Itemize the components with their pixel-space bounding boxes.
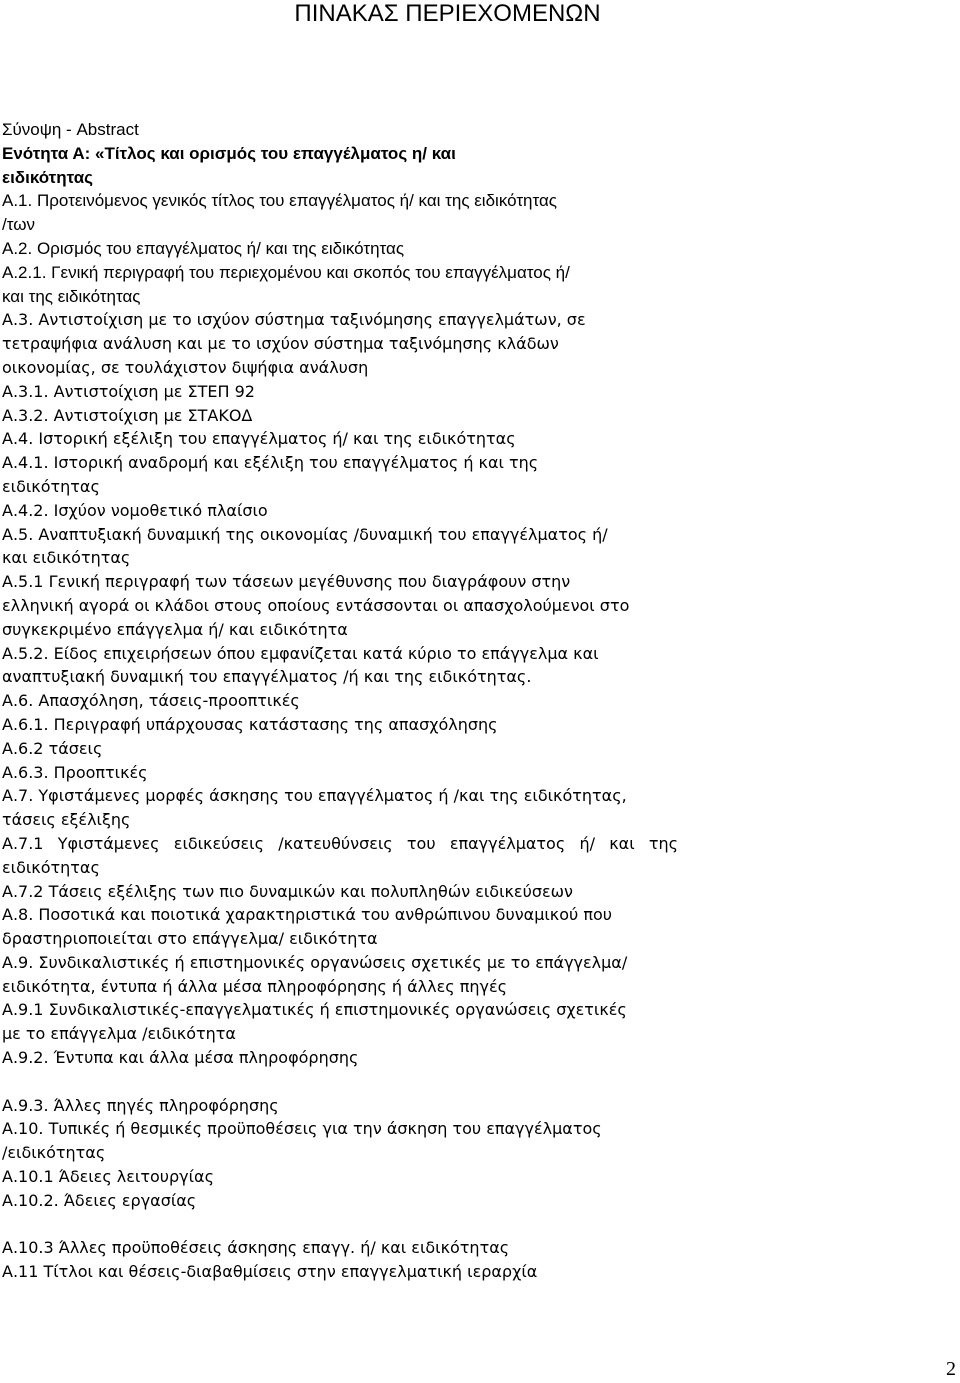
page-title: ΠΙΝΑΚΑΣ ΠΕΡΙΕΧΟΜΕΝΩΝ [294,0,601,27]
toc-spacer [2,1070,678,1094]
toc-entry-a1-cont: /των [2,215,35,235]
toc-section-a-heading-cont: ειδικότητας [2,167,94,187]
toc-entry-a7-1: Α.7.1 Υφιστάμενες ειδικεύσεις /κατευθύνσεις του επαγγέλματος ή/ και της [2,833,678,853]
toc-entry-a2-1: Α.2.1. Γενική περιγραφή του περιεχομένου και σκοπός του επαγγέλματος ή/ [2,262,570,282]
toc-entry-a10-2: Α.10.2. Άδειες εργασίας [2,1190,197,1210]
toc-entry-a6: Α.6. Απασχόληση, τάσεις-προοπτικές [2,691,300,711]
toc-entry-a10: Α.10. Τυπικές ή θεσμικές προϋποθέσεις για την άσκηση του επαγγέλματος [2,1119,602,1139]
toc-entry-a6-3: Α.6.3. Προοπτικές [2,762,148,782]
toc-entry-a9-1: Α.9.1 Συνδικαλιστικές-επαγγελματικές ή επιστημονικές οργανώσεις σχετικές [2,1000,627,1020]
toc-entry-a7-2: Α.7.2 Τάσεις εξέλιξης των πιο δυναμικών και πολυπληθών ειδικεύσεων [2,881,573,901]
toc-entry-a10-3: Α.10.3 Άλλες προϋποθέσεις άσκησης επαγγ. ή/ και ειδικότητας [2,1238,510,1258]
toc-entry-a2: Α.2. Ορισμός του επαγγέλματος ή/ και της ειδικότητας [2,238,405,258]
toc-spacer [2,1213,678,1237]
toc-entry-a3-cont2: οικονομίας, σε τουλάχιστον διψήφια ανάλυση [2,357,369,377]
toc-entry-a1: Α.1. Προτεινόμενος γενικός τίτλος του επαγγέλματος ή/ και της ειδικότητας [2,191,557,211]
toc-entry-a8: Α.8. Ποσοτικά και ποιοτικά χαρακτηριστικά του ανθρώπινου δυναμικού που [2,905,613,925]
table-of-contents [2,118,678,1284]
toc-entry-a8-cont: δραστηριοποιείται στο επάγγελμα/ ειδικότητα [2,929,378,949]
toc-entry-a9-cont: ειδικότητα, έντυπα ή άλλα μέσα πληροφόρησης ή άλλες πηγές [2,976,507,996]
toc-entry-a4-1: Α.4.1. Ιστορική αναδρομή και εξέλιξη του επαγγέλματος ή και της [2,453,539,473]
toc-entry-a4: Α.4. Ιστορική εξέλιξη του επαγγέλματος ή/ και της ειδικότητας [2,429,516,449]
toc-entry-a5-1-cont2: συγκεκριμένο επάγγελμα ή/ και ειδικότητα [2,619,348,639]
toc-entry-a5-1-cont: ελληνική αγορά οι κλάδοι στους οποίους εντάσσονται οι απασχολούμενοι στο [2,595,630,615]
toc-entry-a6-2: Α.6.2 τάσεις [2,738,103,758]
toc-entry-a3-1: Α.3.1. Αντιστοίχιση με ΣΤΕΠ 92 [2,381,255,401]
toc-entry-a7: Α.7. Υφιστάμενες μορφές άσκησης του επαγγέλματος ή /και της ειδικότητας, [2,786,627,806]
toc-section-a-heading: Ενότητα Α: «Τίτλος και ορισμός του επαγγέλματος η/ και [2,143,456,163]
toc-entry-a5-2-cont: αναπτυξιακή δυναμική του επαγγέλματος /ή και της ειδικότητας. [2,667,532,687]
toc-entry-a5-1: Α.5.1 Γενική περιγραφή των τάσεων μεγέθυνσης που διαγράφουν στην [2,572,571,592]
toc-entry-a3-2: Α.3.2. Αντιστοίχιση με ΣΤΑΚΟΔ [2,405,253,425]
toc-entry-a5-cont: και ειδικότητας [2,548,131,568]
toc-entry-a9-3: Α.9.3. Άλλες πηγές πληροφόρησης [2,1095,279,1115]
toc-entry-abstract: Σύνοψη - Abstract [2,120,139,139]
toc-entry-a7-cont: τάσεις εξέλιξης [2,810,131,830]
page-number: 2 [946,1358,956,1380]
toc-entry-a9-2: Α.9.2. Έντυπα και άλλα μέσα πληροφόρησης [2,1048,359,1068]
toc-entry-a10-cont: /ειδικότητας [2,1143,106,1163]
toc-entry-a4-1-cont: ειδικότητας [2,476,100,496]
toc-entry-a9-1-cont: με το επάγγελμα /ειδικότητα [2,1024,236,1044]
toc-entry-a10-1: Α.10.1 Άδειες λειτουργίας [2,1167,214,1187]
toc-entry-a5: Α.5. Αναπτυξιακή δυναμική της οικονομίας /δυναμική του επαγγέλματος ή/ [2,524,608,544]
toc-entry-a9: Α.9. Συνδικαλιστικές ή επιστημονικές οργανώσεις σχετικές με το επάγγελμα/ [2,952,628,972]
toc-entry-a11: Α.11 Τίτλοι και θέσεις-διαβαθμίσεις στην επαγγελματική ιεραρχία [2,1262,538,1282]
toc-entry-a6-1: Α.6.1. Περιγραφή υπάρχουσας κατάστασης της απασχόλησης [2,714,498,734]
toc-entry-a2-1-cont: και της ειδικότητας [2,286,141,306]
toc-entry-a5-2: Α.5.2. Είδος επιχειρήσεων όπου εμφανίζεται κατά κύριο το επάγγελμα και [2,643,599,663]
toc-entry-a3: Α.3. Αντιστοίχιση με το ισχύον σύστημα ταξινόμησης επαγγελμάτων, σε [2,310,586,330]
toc-entry-a3-cont: τετραψήφια ανάλυση και με το ισχύον σύστημα ταξινόμησης κλάδων [2,334,559,354]
toc-entry-a4-2: Α.4.2. Ισχύον νομοθετικό πλαίσιο [2,500,268,520]
toc-entry-a7-1-cont: ειδικότητας [2,857,100,877]
